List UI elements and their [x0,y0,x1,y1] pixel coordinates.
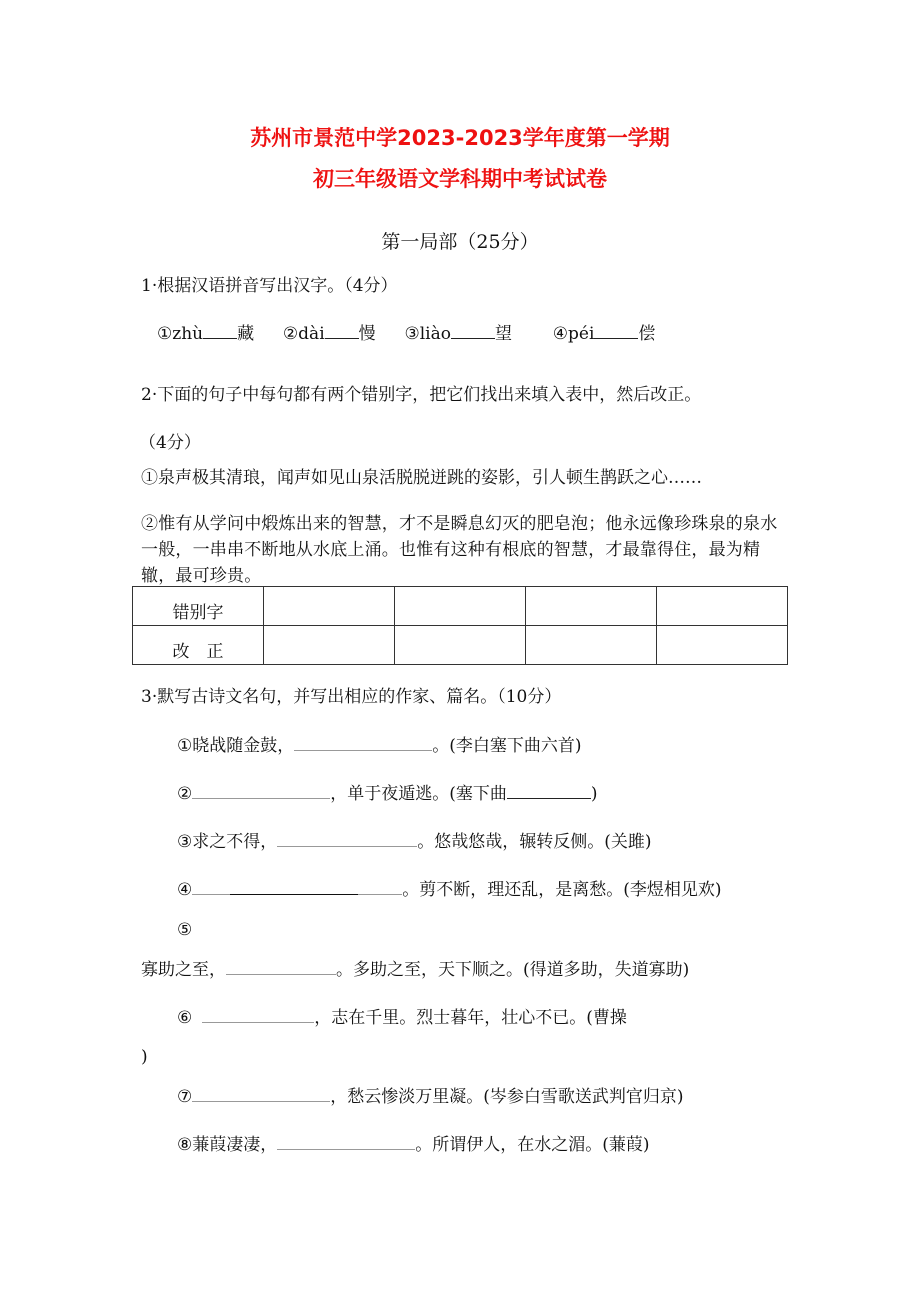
table-row-wrong-chars [133,587,788,626]
answer-cell[interactable] [395,587,526,626]
answer-blank[interactable] [226,959,336,975]
answer-cell[interactable] [657,587,788,626]
question-2-prompt: 2·下面的句子中每句都有两个错别字，把它们找出来填入表中，然后改正。 [141,385,702,405]
exam-title-line2: 初三年级语文学科期中考试试卷 [313,167,607,191]
answer-blank[interactable] [277,1134,415,1150]
answer-blank[interactable] [594,323,638,339]
answer-blank[interactable] [203,323,237,339]
correction-table [132,586,788,665]
row-label-corrections: 改 正 [133,626,264,665]
answer-blank[interactable] [192,1086,330,1102]
question-2-sentence-2: ②惟有从学问中煅炼出来的智慧，才不是瞬息幻灭的肥皂泡；他永远像珍珠泉的泉水一般，一串串不断地从水底上涌。也惟有这种有根底的智慧，才最靠得住，最为精辙，最可珍贵。 [141,514,778,586]
q3-item-5: 寡助之至， 。多助之至，天下顺之。(得道多助，失道寡助) [141,960,690,980]
q1-item-1: ①zhù 藏 [157,324,255,344]
question-1-items [157,323,655,345]
q3-item-7: ⑦ ，愁云惨淡万里凝。(岑参白雪歌送武判官归京) [177,1087,684,1107]
q3-item-8: ⑧蒹葭凄凄， 。所谓伊人，在水之湄。(蒹葭) [177,1135,650,1155]
table-row-corrections [133,626,788,665]
question-2-score: （4分） [139,433,201,453]
answer-cell[interactable] [264,587,395,626]
q3-item-1: ①晓战随金鼓， 。(李白塞下曲六首) [177,736,582,756]
answer-cell[interactable] [395,626,526,665]
question-1-prompt: 1·根据汉语拼音写出汉字。（4分） [141,276,398,296]
q1-item-2: ②dài 慢 [282,324,376,344]
q3-item-4: ④ 。剪不断，理还乱，是离愁。(李煜相见欢) [177,880,722,900]
exam-title-line1: 苏州市景范中学2023-2023学年度第一学期 [250,126,670,150]
answer-blank[interactable] [451,323,495,339]
q3-item-3: ③求之不得， 。悠哉悠哉，辗转反侧。(关雎) [177,832,652,852]
q1-item-4: ④péi 偿 [552,324,656,344]
q1-item-3: ③liào 望 [404,324,512,344]
row-label-wrong-chars: 错别字 [133,587,264,626]
answer-blank[interactable] [202,1007,314,1023]
q3-item-6: ⑥ ，志在千里。烈士暮年，壮心不已。(曹操 [177,1008,627,1028]
answer-blank[interactable] [277,831,417,847]
section-heading: 第一局部（25分） [381,231,539,253]
answer-blank[interactable] [294,735,432,751]
answer-blank[interactable] [325,323,359,339]
answer-blank[interactable] [192,879,402,895]
answer-blank[interactable] [192,783,330,799]
q3-item-5-number: ⑤ [177,920,193,940]
q3-item-2: ② ，单于夜遁逃。(塞下曲 ) [177,784,598,804]
answer-cell[interactable] [526,626,657,665]
answer-blank-author[interactable] [507,783,591,799]
answer-cell[interactable] [526,587,657,626]
answer-cell[interactable] [264,626,395,665]
q3-item-6-tail: ) [141,1047,148,1067]
question-3-prompt: 3·默写古诗文名句，并写出相应的作家、篇名。（10分） [141,687,562,707]
answer-cell[interactable] [657,626,788,665]
question-2-sentence-1: ①泉声极其清琅，闻声如见山泉活脱脱迸跳的姿影，引人顿生鹊跃之心…… [141,468,702,488]
